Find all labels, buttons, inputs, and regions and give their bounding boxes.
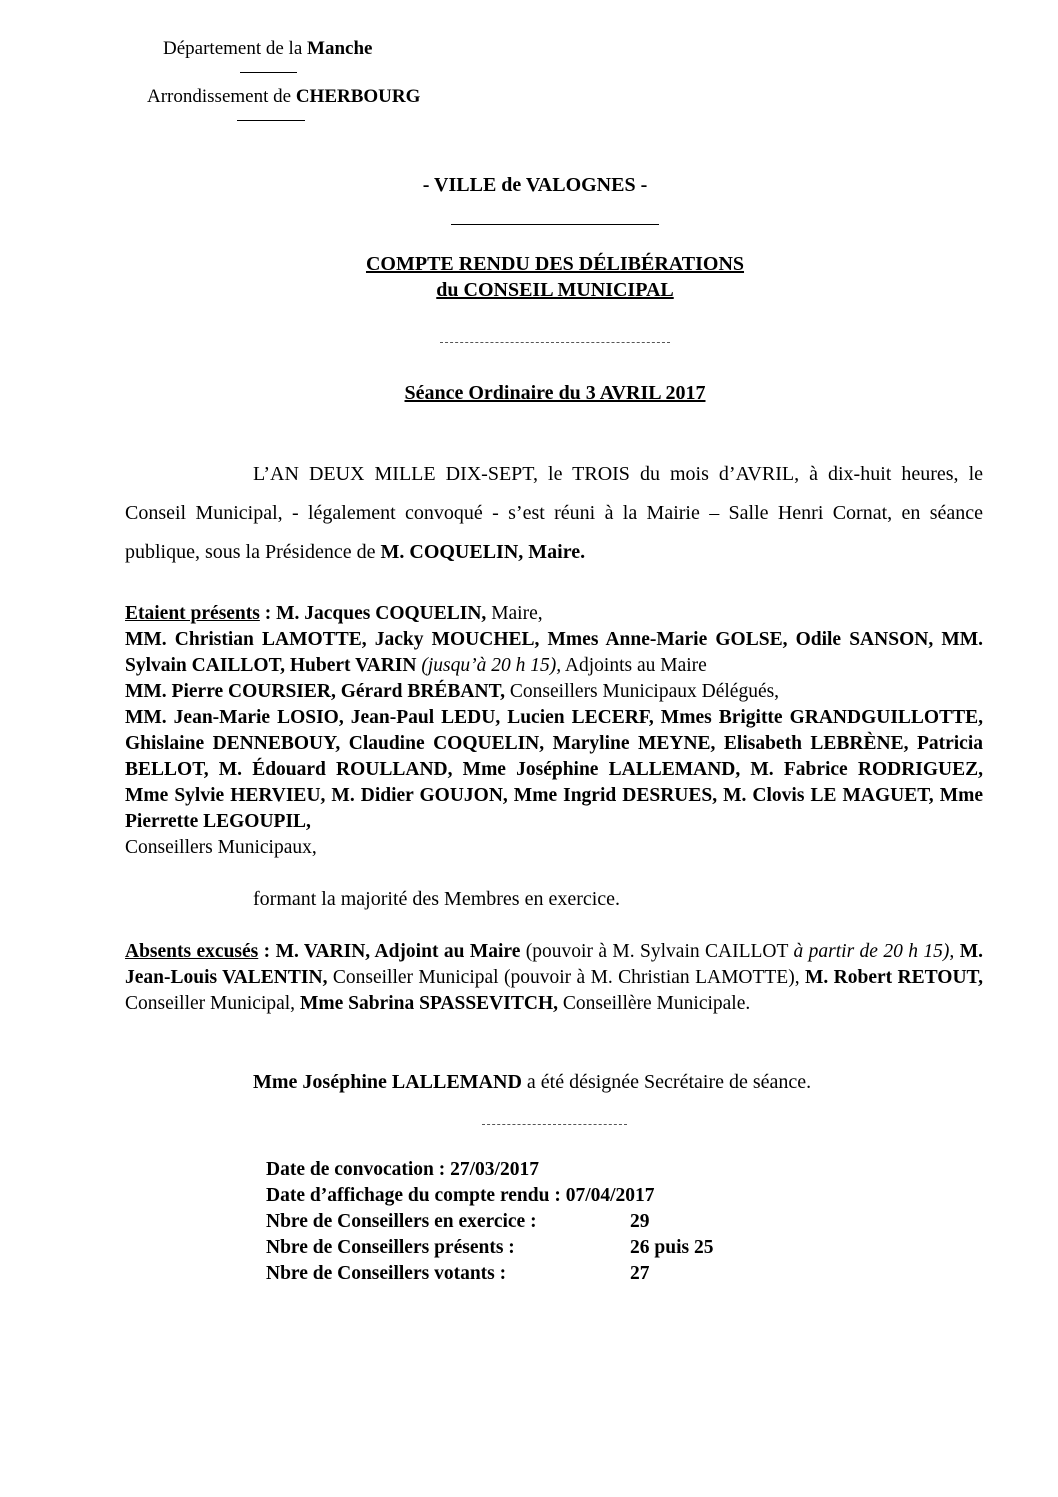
department-name: Manche [307,38,373,59]
secretary-line [253,1071,811,1094]
absent-label: Absents excusés [125,941,259,962]
stat-label: Nbre de Conseillers votants : [266,1263,507,1284]
department-prefix: Département de la [163,38,308,59]
present-block [125,601,983,861]
report-title-line2: du CONSEIL MUNICIPAL [436,279,674,301]
stats-block [266,1157,714,1287]
absent-block [125,939,983,1017]
absent-1-pouvoir: (pouvoir à M. Sylvain CAILLOT [520,941,794,962]
session-title: Séance Ordinaire du 3 AVRIL 2017 [404,382,706,404]
header-divider-1 [240,72,297,73]
mayor-name: M. Jacques COQUELIN, [276,603,487,624]
stat-value: 27 [630,1263,650,1284]
arrondissement-name: CHERBOURG [295,86,421,107]
secretary-name: Mme Joséphine LALLEMAND [253,1071,522,1093]
report-title-line1: COMPTE RENDU DES DÉLIBÉRATIONS [365,253,745,275]
mayor-role: Maire, [486,603,543,624]
present-label: Etaient présents [125,603,260,624]
stat-row [266,1235,714,1261]
intro-text: L’AN DEUX MILLE DIX-SEPT, le TROIS du mois d’AVRIL, à dix-huit heures, le Conseil Municipal, - légalement convoqué - s’est réuni à la Mairie – Salle Henri Cornat, en séance publique, sous la Présidence de [125,463,983,563]
president-name: M. COQUELIN, Maire. [380,541,586,563]
stat-label: Date d’affichage du compte rendu : 07/04/2017 [266,1185,655,1206]
stat-label: Nbre de Conseillers en exercice : [266,1211,537,1232]
absent-3-text: Conseiller Municipal, [125,993,296,1014]
absent-1-name: M. VARIN, Adjoint au Maire [275,941,521,962]
absent-2-name: M. Jean-Louis VALENTIN, [125,941,983,988]
delegues-list: MM. Pierre COURSIER, Gérard BRÉBANT, [125,681,506,702]
title-dashed-divider [440,342,670,343]
stat-row [266,1209,655,1235]
absent-4-name: Mme Sabrina SPASSEVITCH, [295,993,558,1014]
delegues-role: Conseillers Municipaux Délégués, [505,681,780,702]
majority-line: formant la majorité des Membres en exercice. [253,888,621,910]
adjoints-role: Adjoints au Maire [561,655,707,676]
city-underline [451,224,659,225]
department-line [163,38,372,60]
stat-label: Nbre de Conseillers présents : [266,1237,515,1258]
absent-1-note: à partir de 20 h 15), [793,941,955,962]
conseillers-role: Conseillers Municipaux, [125,837,317,858]
absent-2-text: Conseiller Municipal (pouvoir à M. Christian LAMOTTE), [327,967,800,988]
absent-3-name: M. Robert RETOUT, [799,967,983,988]
intro-paragraph [125,455,983,572]
stat-value: 29 [630,1211,650,1232]
stat-value: 26 puis 25 [630,1237,714,1258]
stat-row [266,1183,655,1209]
conseillers-list: MM. Jean-Marie LOSIO, Jean-Paul LEDU, Lucien LECERF, Mmes Brigitte GRANDGUILLOTTE, Ghislaine DENNEBOUY, Claudine COQUELIN, Maryline MEYNE, Elisabeth LEBRÈNE, Patricia BELLOT, M. Édouard ROULLAND, Mme Joséphine LALLEMAND, M. Fabrice RODRIGUEZ, Mme Sylvie HERVIEU, M. Didier GOUJON, Mme Ingrid DESRUES, M. Clovis LE MAGUET, Mme Pierrette LEGOUPIL, [125,707,983,832]
arrondissement-line [147,86,420,108]
stat-row [266,1261,655,1287]
stat-label: Date de convocation : 27/03/2017 [266,1159,539,1180]
secretary-text: a été désignée Secrétaire de séance. [521,1071,812,1093]
secretary-dashed-divider [482,1124,627,1125]
absent-sep: : [258,941,276,962]
adjoints-note: (jusqu’à 20 h 15), [416,655,562,676]
arrondissement-prefix: Arrondissement de [147,86,296,107]
absent-4-text: Conseillère Municipale. [558,993,751,1014]
present-sep: : [259,603,277,624]
header-divider-2 [237,120,305,121]
adjoints-list: MM. Christian LAMOTTE, Jacky MOUCHEL, Mmes Anne-Marie GOLSE, Odile SANSON, MM. Sylvain CAILLOT, Hubert VARIN [125,629,983,676]
city-title: - VILLE de VALOGNES - [422,174,648,196]
stat-row [266,1157,655,1183]
